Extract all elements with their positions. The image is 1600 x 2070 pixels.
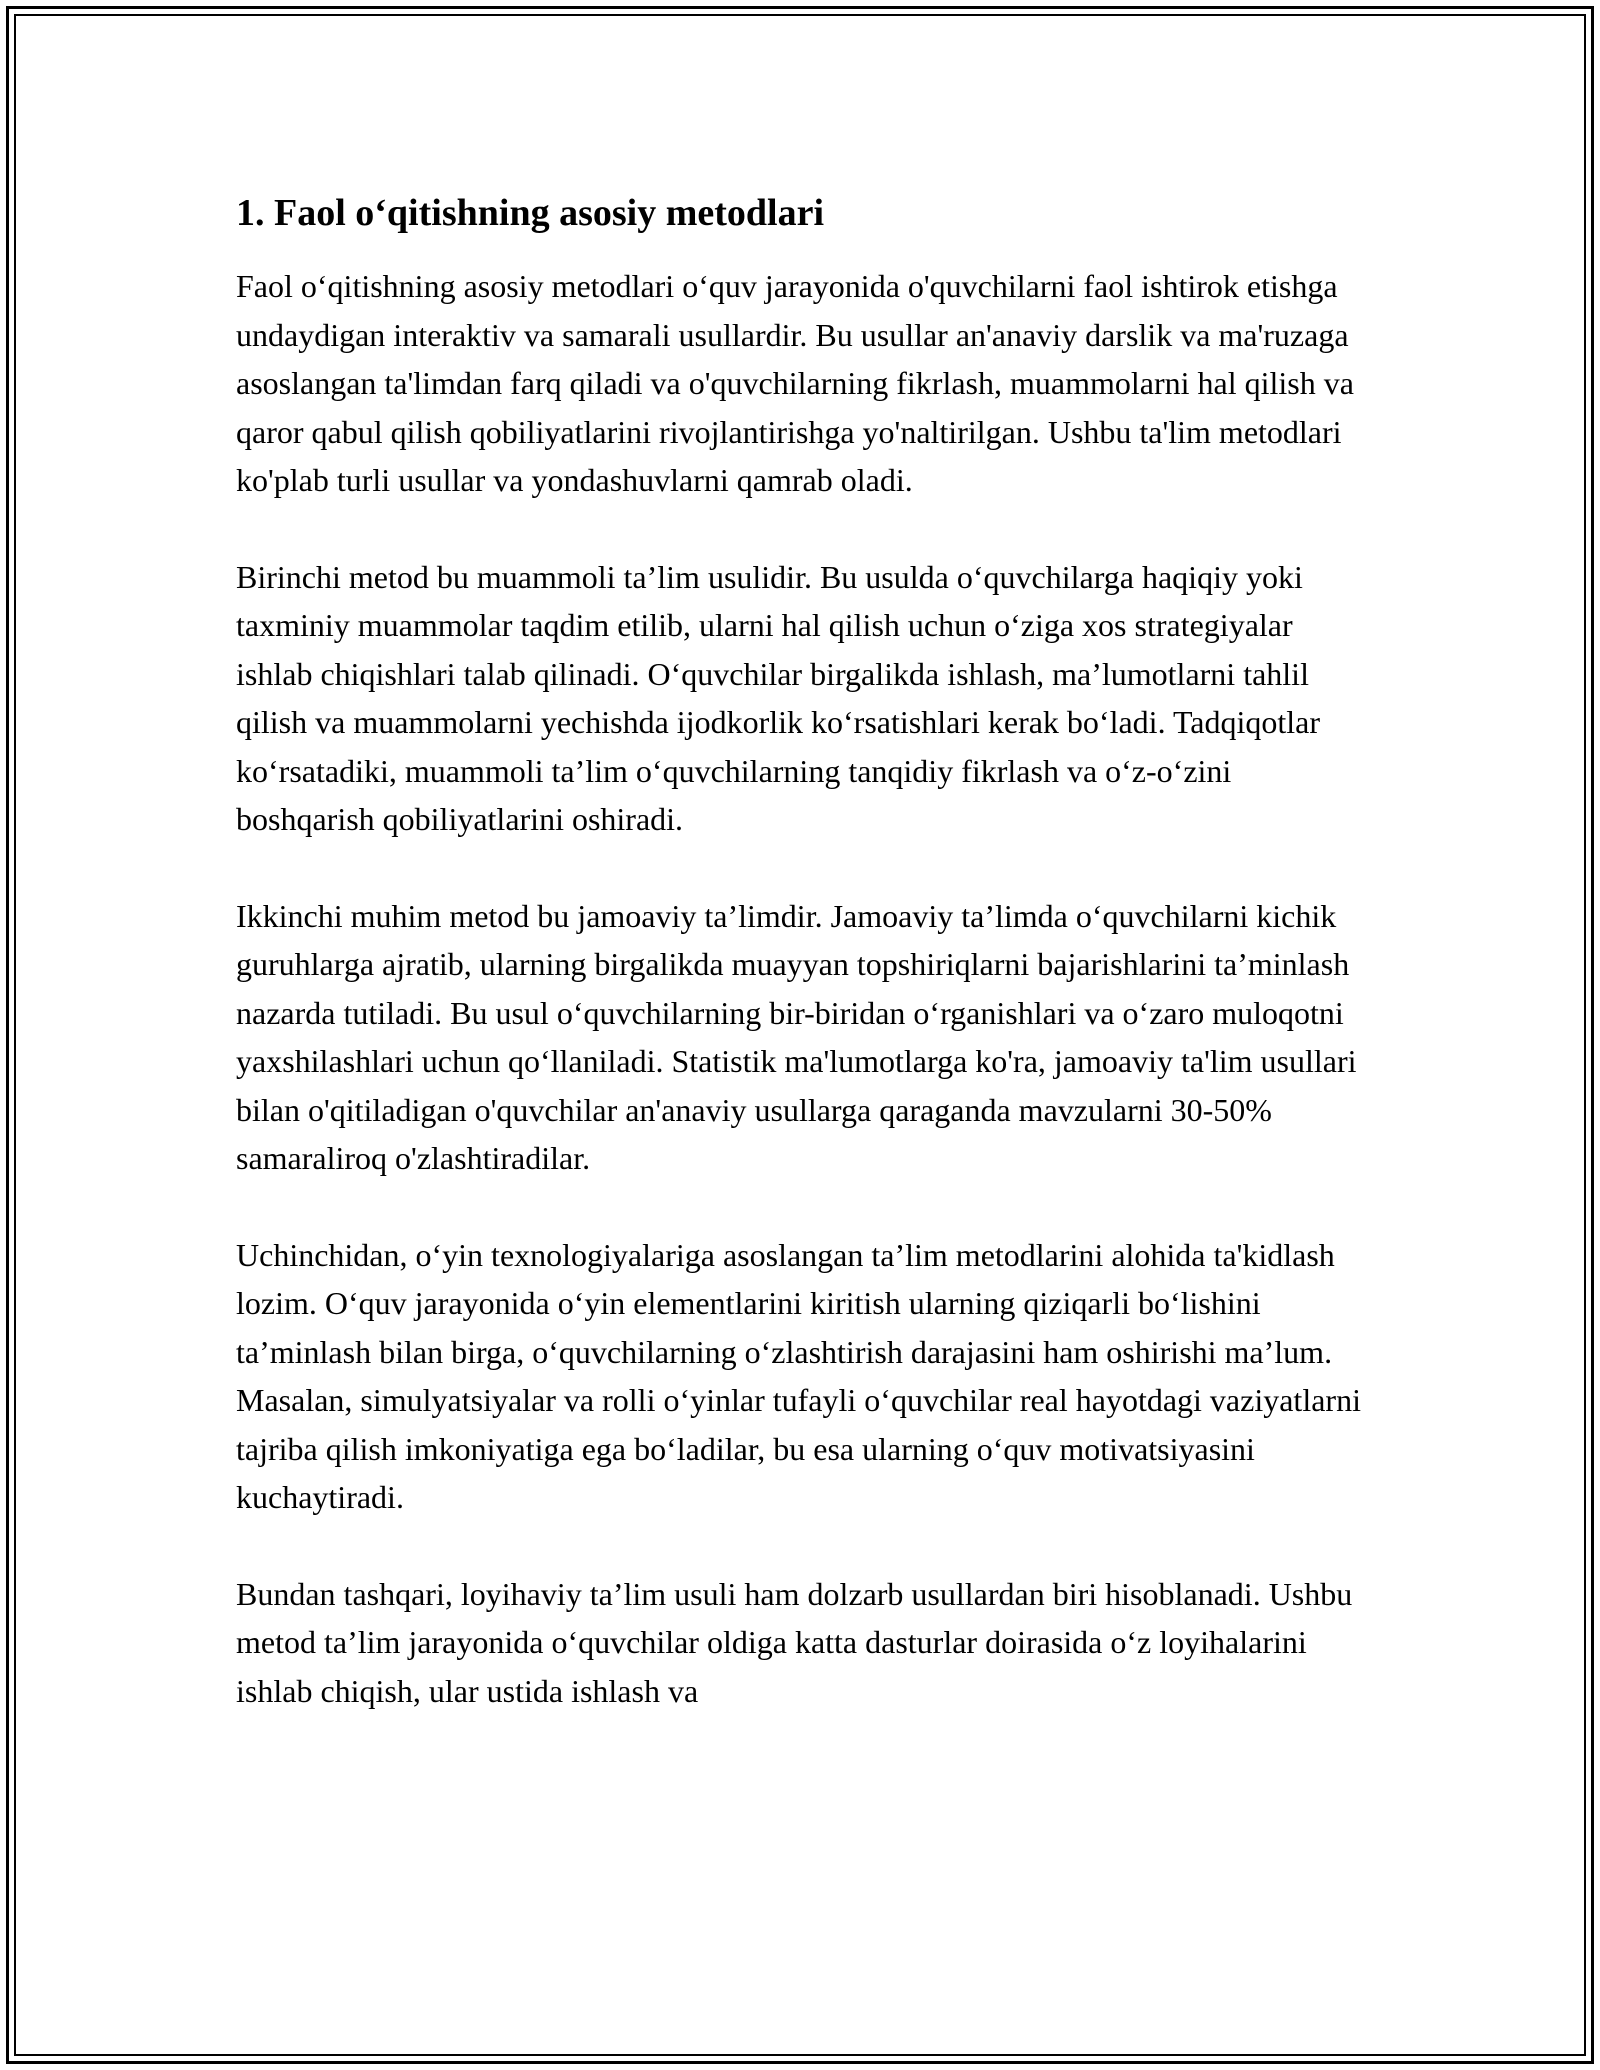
- paragraph-intro: Faol o‘qitishning asosiy metodlari o‘quv jarayonida o'quvchilarni faol ishtirok etishga undaydigan interaktiv va samarali usullardir. Bu usullar an'anaviy darslik va ma'ruzaga asoslangan ta'limdan farq qiladi va o'quvchilarning fikrlash, muammolarni hal qilish va qaror qabul qilish qobiliyatlarini rivojlantirishga yo'naltirilgan. Ushbu ta'lim metodlari ko'plab turli usullar va yondashuvlarni qamrab oladi.: [236, 268, 1354, 498]
- paragraph-project-based-learning: Bundan tashqari, loyihaviy ta’lim usuli ham dolzarb usullardan biri hisoblanadi. Ushbu metod ta’lim jarayonida o‘quvchilar oldiga katta dasturlar doirasida o‘z loyihalarini ishlab chiqish, ular ustida ishlash va: [236, 1575, 1353, 1709]
- document-body: [236, 188, 1376, 1763]
- paragraph-collaborative-learning: Ikkinchi muhim metod bu jamoaviy ta’limdir. Jamoaviy ta’limda o‘quvchilarni kichik guruhlarga ajratib, ularning birgalikda muayyan topshiriqlarni bajarishlarini ta’minlash nazarda tutiladi. Bu usul o‘quvchilarning bir-biridan o‘rganishlari va o‘zaro muloqotni yaxshilashlari uchun qo‘llaniladi. Statistik ma'lumotlarga ko'ra, jamoaviy ta'lim usullari bilan o'qitiladigan o'quvchilar an'anaviy usullarga qaraganda mavzularni 30-50% samaraliroq o'zlashtiradilar.: [236, 897, 1357, 1176]
- paragraph-problem-based-learning: Birinchi metod bu muammoli ta’lim usulidir. Bu usulda o‘quvchilarga haqiqiy yoki taxminiy muammolar taqdim etilib, ularni hal qilish uchun o‘ziga xos strategiyalar ishlab chiqishlari talab qilinadi. O‘quvchilar birgalikda ishlash, ma’lumotlarni tahlil qilish va muammolarni yechishda ijodkorlik ko‘rsatishlari kerak bo‘ladi. Tadqiqotlar ko‘rsatadiki, muammoli ta’lim o‘quvchilarning tanqidiy fikrlash va o‘z-o‘zini boshqarish qobiliyatlarini oshiradi.: [236, 558, 1321, 837]
- paragraph-game-based-learning: Uchinchidan, o‘yin texnologiyalariga asoslangan ta’lim metodlarini alohida ta'kidlash lozim. O‘quv jarayonida o‘yin elementlarini kiritish ularning qiziqarli bo‘lishini ta’minlash bilan birga, o‘quvchilarning o‘zlashtirish darajasini ham oshirishi ma’lum. Masalan, simulyatsiyalar va rolli o‘yinlar tufayli o‘quvchilar real hayotdagi vaziyatlarni tajriba qilish imkoniyatiga ega bo‘ladilar, bu esa ularning o‘quv motivatsiyasini kuchaytiradi.: [236, 1236, 1361, 1515]
- section-heading: 1. Faol o‘qitishning asosiy metodlari: [236, 192, 824, 234]
